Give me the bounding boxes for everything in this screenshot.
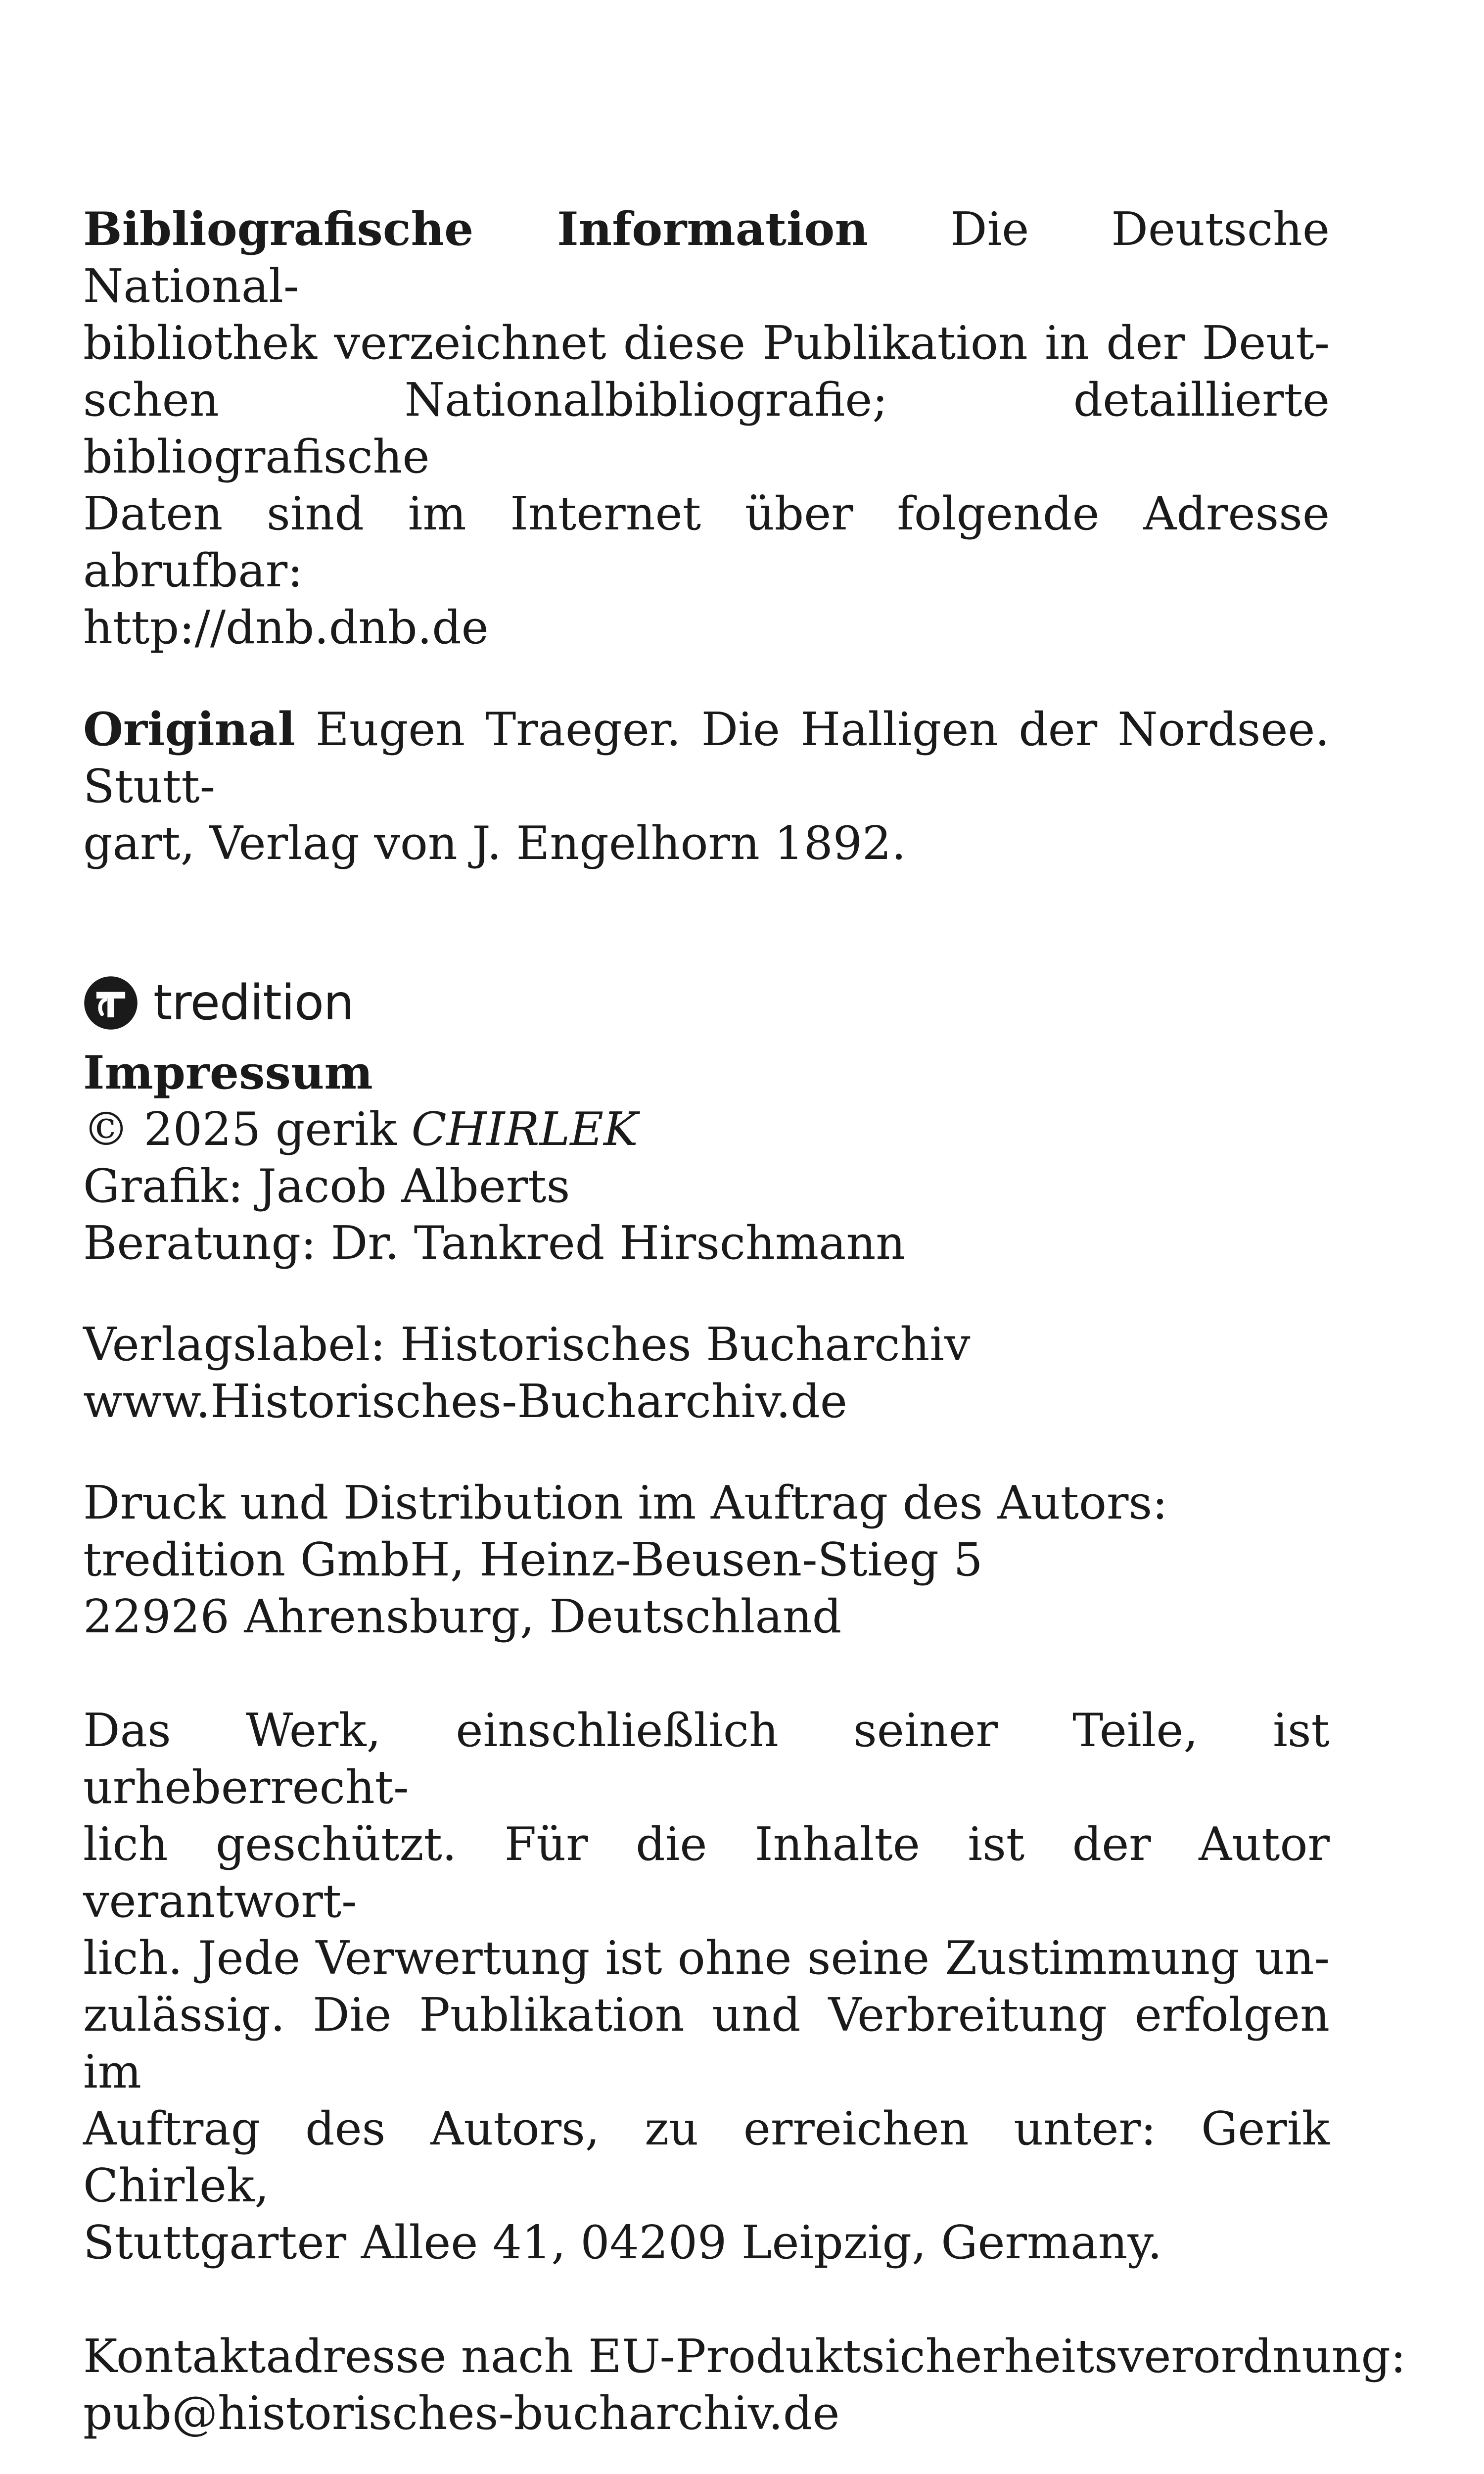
distribution-section [83, 1475, 1330, 1645]
copyright-notice [83, 1702, 1330, 2271]
contact-section [83, 2328, 1406, 2442]
copyright-notice-line-1: Das Werk, einschließlich seiner Teile, ist urheberrecht- [83, 1704, 1330, 1814]
bibliographic-line-4: Daten sind im Internet über folgende Adresse abrufbar: [83, 487, 1330, 597]
publisher-label: Verlagslabel: Historisches Bucharchiv [83, 1318, 971, 1371]
copyright-notice-line-6: Stuttgarter Allee 41, 04209 Leipzig, Germany. [83, 2216, 1162, 2269]
publisher-label-section [83, 1316, 1330, 1430]
dnb-link[interactable]: http://dnb.dnb.de [83, 601, 489, 654]
bibliographic-information [83, 200, 1330, 656]
impressum-section [83, 1044, 1330, 1272]
original-source [83, 701, 1330, 872]
publisher-logo-text: tredition [153, 975, 354, 1031]
original-heading: Original [83, 702, 295, 756]
copyright-line: © 2025 gerik CHIRLEK [83, 1102, 638, 1156]
consulting-credit: Beratung: Dr. Tankred Hirschmann [83, 1216, 906, 1270]
tredition-logo-icon [83, 975, 139, 1031]
copyright-notice-line-4: zulässig. Die Publikation und Verbreitung erfolgen im [83, 1988, 1330, 2098]
contact-email-link[interactable]: pub@historisches-bucharchiv.de [83, 2386, 840, 2440]
distribution-line-3: 22926 Ahrensburg, Deutschland [83, 1590, 842, 1643]
author-name: CHIRLEK [411, 1102, 638, 1156]
original-line-1: Original Eugen Traeger. Die Halligen der Nordsee. Stutt- [83, 702, 1330, 813]
contact-label: Kontaktadresse nach EU-Produktsicherheitsverordnung: [83, 2330, 1406, 2383]
imprint-page [83, 200, 1406, 2474]
copyright-notice-line-5: Auftrag des Autors, zu erreichen unter: Gerik Chirlek, [83, 2102, 1330, 2212]
copyright-notice-line-2: lich geschützt. Für die Inhalte ist der Autor verantwort- [83, 1817, 1330, 1928]
original-line-2: gart, Verlag von J. Engelhorn 1892. [83, 816, 906, 870]
bibliographic-line-3: schen Nationalbibliografie; detaillierte bibliografische [83, 373, 1330, 483]
copyright-notice-line-3: lich. Jede Verwertung ist ohne seine Zustimmung un- [83, 1931, 1330, 1985]
bibliographic-line-1: Bibliografische Information Die Deutsche National- [83, 202, 1330, 313]
bibliographic-heading: Bibliografische Information [83, 202, 868, 256]
publisher-website-link[interactable]: www.Historisches-Bucharchiv.de [83, 1375, 847, 1428]
bibliographic-line-2: bibliothek verzeichnet diese Publikation in der Deut- [83, 316, 1330, 370]
impressum-heading: Impressum [83, 1046, 373, 1099]
graphics-credit: Grafik: Jacob Alberts [83, 1159, 570, 1213]
distribution-line-1: Druck und Distribution im Auftrag des Autors: [83, 1476, 1168, 1529]
distribution-line-2: tredition GmbH, Heinz-Beusen-Stieg 5 [83, 1533, 983, 1586]
publisher-logo [83, 971, 1330, 1035]
